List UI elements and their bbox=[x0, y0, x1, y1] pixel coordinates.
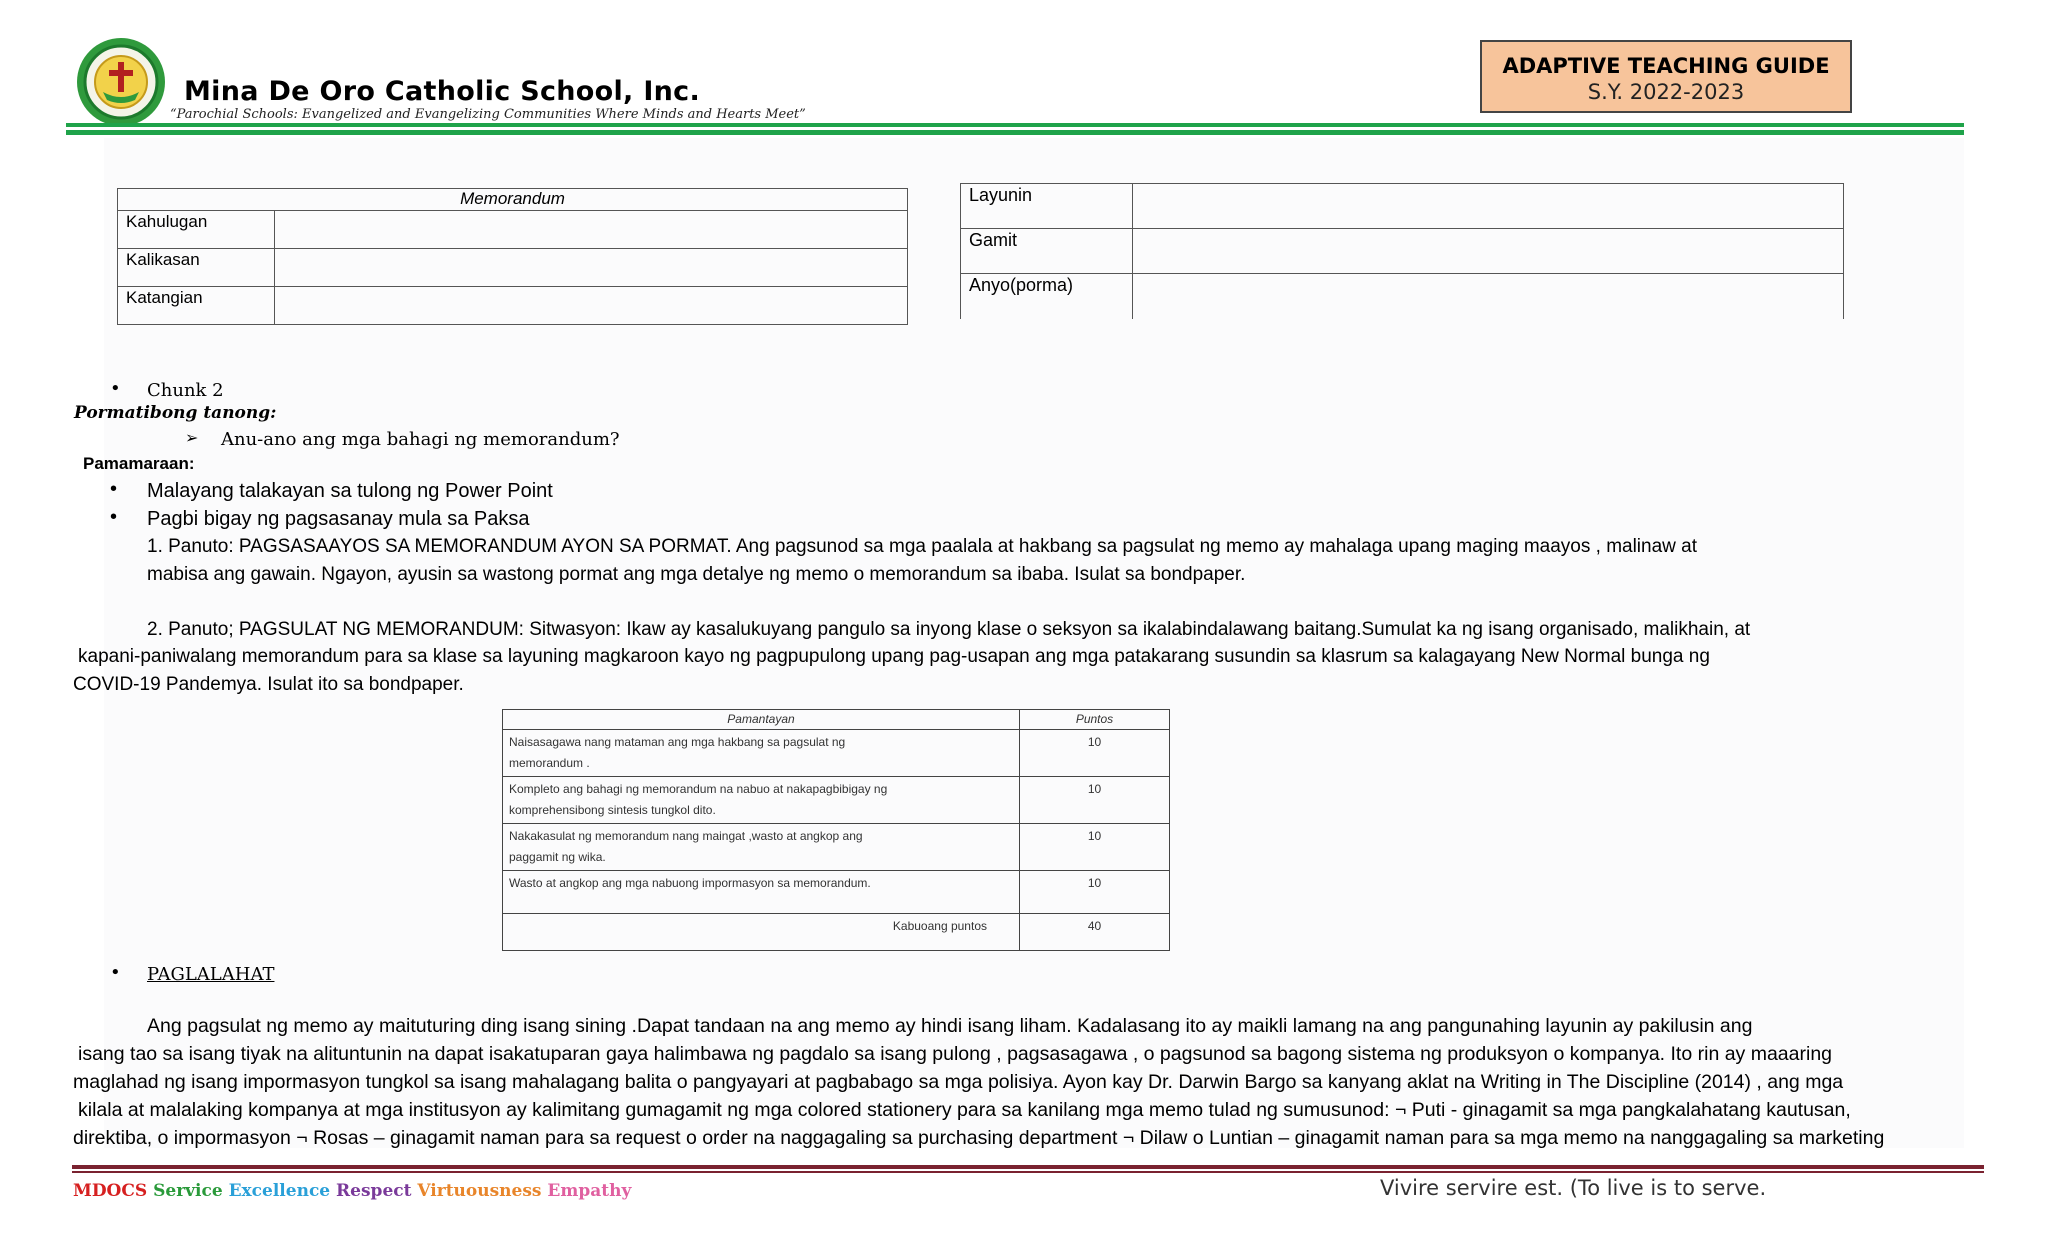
memo-cell-empty bbox=[275, 287, 908, 325]
memo-cell-empty bbox=[275, 249, 908, 287]
value-mdocs: MDOCS bbox=[73, 1181, 148, 1201]
rubric-criteria bbox=[503, 777, 1020, 824]
method-item: Pagbi bigay ng pagsasanay mula sa Paksa bbox=[147, 508, 530, 530]
table-row bbox=[503, 777, 1170, 824]
value-respect: Respect bbox=[336, 1181, 412, 1201]
arrow-bullet: ➢ bbox=[185, 428, 199, 447]
rubric-criteria bbox=[503, 730, 1020, 777]
rubric-criteria bbox=[503, 824, 1020, 871]
school-logo bbox=[73, 36, 169, 128]
rubric-table bbox=[502, 709, 1170, 951]
rubric-points: 10 bbox=[1020, 871, 1170, 914]
memo-cell-empty bbox=[275, 211, 908, 249]
memorandum-table bbox=[117, 188, 908, 325]
header-divider-thick bbox=[66, 130, 1964, 135]
method-bullet: • bbox=[110, 506, 118, 528]
school-name: Mina De Oro Catholic School, Inc. bbox=[184, 76, 701, 107]
paglalahat-line: Ang pagsulat ng memo ay maituturing ding isang sining .Dapat tandaan na ang memo ay hindi isang liham. Kadalasang ito ay maikli lamang na ang pangunahing layunin ay pakilusin ang bbox=[147, 1015, 1753, 1037]
rubric-criteria-line: komprehensibong sintesis tungkol dito. bbox=[509, 803, 716, 817]
method-bullet: • bbox=[110, 478, 118, 500]
rubric-criteria-line: Wasto at angkop ang mga nabuong impormasyon sa memorandum. bbox=[509, 876, 871, 890]
paglalahat-line: direktiba, o impormasyon ¬ Rosas – ginagamit naman para sa request o order na naggagaling sa purchasing department ¬ Dilaw o Luntian – ginagamit naman para sa mga memo na nanggagaling sa marketing bbox=[73, 1127, 1885, 1149]
school-motto: “Parochial Schools: Evangelized and Evangelizing Communities Where Minds and Hearts Meet” bbox=[170, 107, 806, 122]
task2-line: kapani-paniwalang memorandum para sa klase sa layuning magkaroon kayo ng pagpupulong upang pag-usapan ang mga patakarang susundin sa klasrum sa kalagayang New Normal bunga ng bbox=[78, 646, 1710, 667]
method-item: Malayang talakayan sa tulong ng Power Point bbox=[147, 480, 553, 502]
formative-question: Anu-ano ang mga bahagi ng memorandum? bbox=[221, 429, 620, 450]
rubric-criteria-line: memorandum . bbox=[509, 756, 590, 770]
layunin-cell-empty bbox=[1133, 184, 1844, 229]
layunin-row-gamit: Gamit bbox=[961, 229, 1133, 274]
table-row bbox=[503, 871, 1170, 914]
value-excellence: Excellence bbox=[228, 1181, 331, 1201]
guide-title-box bbox=[1480, 40, 1852, 113]
rubric-criteria-line: Kompleto ang bahagi ng memorandum na nabuo at nakapagbibigay ng bbox=[509, 782, 888, 796]
value-empathy: Empathy bbox=[547, 1181, 632, 1201]
paglalahat-line: maglahad ng isang impormasyon tungkol sa isang mahalagang balita o pangyayari at pagbabago sa mga polisiya. Ayon kay Dr. Darwin Bargo sa kanyang aklat na Writing in The Discipline (2014) , ang mga bbox=[73, 1071, 1844, 1093]
value-service: Service bbox=[153, 1181, 223, 1201]
memo-row-kalikasan: Kalikasan bbox=[118, 249, 275, 287]
question-heading: Pormatibong tanong: bbox=[74, 403, 277, 423]
school-year: S.Y. 2022-2023 bbox=[1587, 80, 1745, 104]
latin-motto: Vivire servire est. (To live is to serve. bbox=[1380, 1176, 1767, 1200]
rubric-header-points: Puntos bbox=[1020, 710, 1170, 730]
method-heading: Pamamaraan: bbox=[83, 454, 195, 473]
core-values bbox=[73, 1181, 631, 1201]
paglalahat-line: isang tao sa isang tiyak na alituntunin na dapat isakatuparan gaya halimbawa ng pagdalo sa isang pulong , pagsasagawa , o pagsunod sa bagong sistema ng produksyon o kompanya. Ito rin ay maaaring bbox=[78, 1043, 1833, 1065]
value-virtuousness: Virtuousness bbox=[417, 1181, 542, 1201]
paglalahat-heading: PAGLALAHAT bbox=[147, 964, 275, 985]
chunk-bullet: • bbox=[110, 378, 121, 399]
header-divider bbox=[66, 123, 1964, 127]
task1-line: mabisa ang gawain. Ngayon, ayusin sa wastong pormat ang mga detalye ng memo o memorandum sa ibaba. Isulat sa bondpaper. bbox=[147, 564, 1246, 585]
rubric-header-criteria: Pamantayan bbox=[503, 710, 1020, 730]
footer-divider-thin bbox=[72, 1171, 1984, 1173]
rubric-points: 10 bbox=[1020, 824, 1170, 871]
task2-line: COVID-19 Pandemya. Isulat ito sa bondpaper. bbox=[73, 674, 464, 695]
table-row-total bbox=[503, 914, 1170, 951]
layunin-cell-empty bbox=[1133, 274, 1844, 319]
rubric-total-label: Kabuoang puntos bbox=[503, 914, 1020, 951]
memorandum-table-title: Memorandum bbox=[118, 189, 908, 211]
paglalahat-bullet: • bbox=[110, 962, 121, 983]
chunk-label: Chunk 2 bbox=[147, 380, 224, 401]
rubric-total-points: 40 bbox=[1020, 914, 1170, 951]
paglalahat-line: kilala at malalaking kompanya at mga institusyon ay kalimitang gumagamit ng mga colored stationery para sa kanilang mga memo tulad ng sumusunod: ¬ Puti - ginagamit sa mga pangkalahatang kautusan, bbox=[78, 1099, 1851, 1121]
rubric-points: 10 bbox=[1020, 730, 1170, 777]
task2-line: 2. Panuto; PAGSULAT NG MEMORANDUM: Sitwasyon: Ikaw ay kasalukuyang pangulo sa inyong klase o seksyon sa ikalabindalawang baitang.Sumulat ka ng isang organisado, malikhain, at bbox=[147, 619, 1751, 640]
footer-divider bbox=[72, 1165, 1984, 1169]
rubric-points: 10 bbox=[1020, 777, 1170, 824]
table-row bbox=[503, 824, 1170, 871]
table-row bbox=[503, 730, 1170, 777]
rubric-criteria-line: Nakakasulat ng memorandum nang maingat ,wasto at angkop ang bbox=[509, 829, 863, 843]
task1-line: 1. Panuto: PAGSASAAYOS SA MEMORANDUM AYON SA PORMAT. Ang pagsunod sa mga paalala at hakbang sa pagsulat ng memo ay mahalaga upang maging maayos , malinaw at bbox=[147, 536, 1698, 557]
layunin-table bbox=[960, 183, 1844, 319]
layunin-row-anyo: Anyo(porma) bbox=[961, 274, 1133, 319]
layunin-cell-empty bbox=[1133, 229, 1844, 274]
rubric-criteria bbox=[503, 871, 1020, 914]
guide-title: ADAPTIVE TEACHING GUIDE bbox=[1502, 54, 1830, 78]
rubric-criteria-line: paggamit ng wika. bbox=[509, 850, 606, 864]
layunin-row-layunin: Layunin bbox=[961, 184, 1133, 229]
memo-row-katangian: Katangian bbox=[118, 287, 275, 325]
rubric-criteria-line: Naisasagawa nang mataman ang mga hakbang sa pagsulat ng bbox=[509, 735, 846, 749]
memo-row-kahulugan: Kahulugan bbox=[118, 211, 275, 249]
